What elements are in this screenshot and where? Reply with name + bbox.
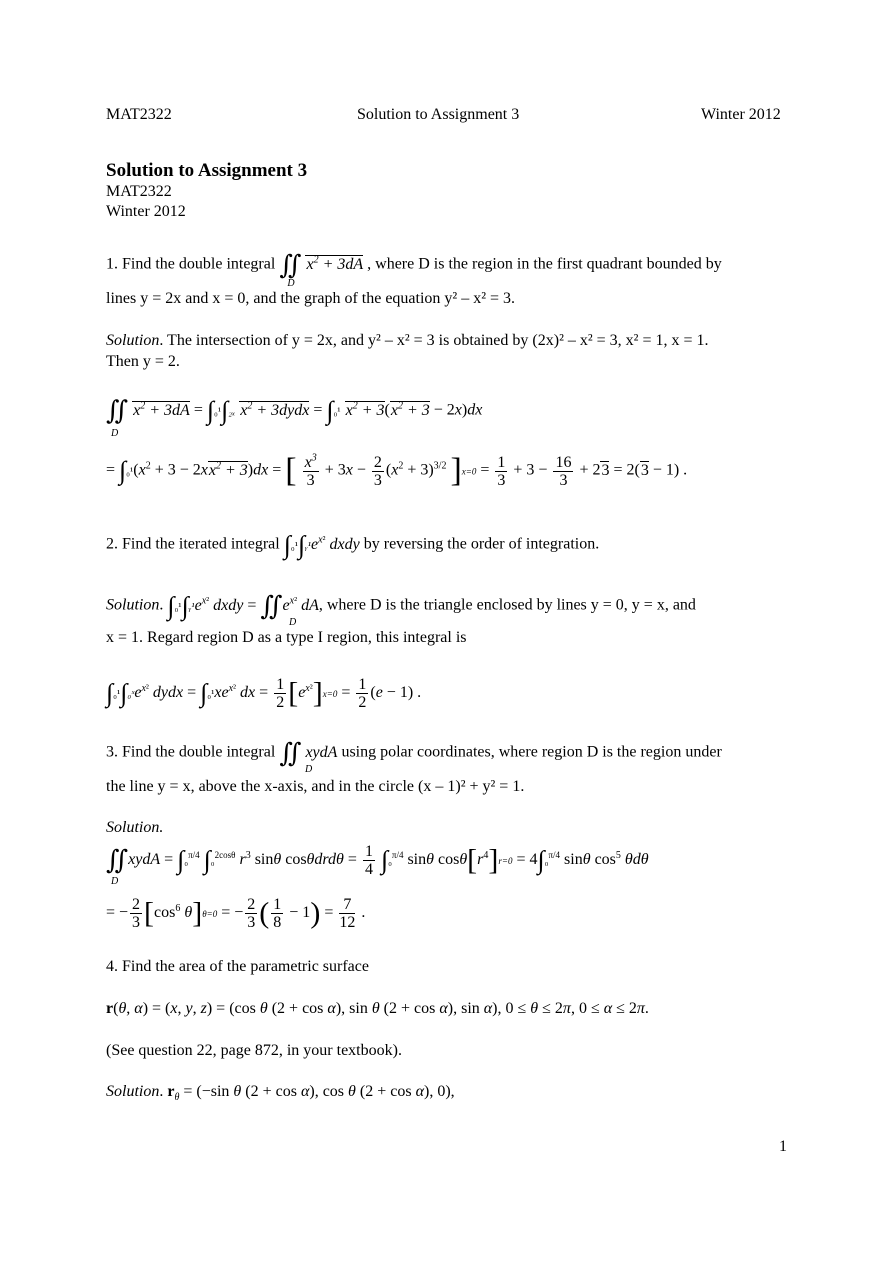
term: Winter 2012 bbox=[106, 203, 186, 220]
page-number: 1 bbox=[779, 1138, 787, 1155]
header-term: Winter 2012 bbox=[701, 106, 781, 123]
q3-statement-line2: the line y = x, above the x-axis, and in the circle (x – 1)² + y² = 1. bbox=[106, 778, 525, 795]
q1-solution-text: . The intersection of y = 2x, and y² – x² = 3 is obtained by (2x)² – x² = 3, x² = 1, x = 1. bbox=[159, 332, 709, 349]
q1-tail: , where D is the region in the first quadrant bounded by bbox=[367, 255, 722, 273]
course-code: MAT2322 bbox=[106, 183, 172, 200]
q3-statement: 3. Find the double integral ∬ xydA using polar coordinates, where region D is the region under bbox=[106, 738, 722, 767]
q4-textbook-note: (See question 22, page 872, in your textbook). bbox=[106, 1042, 402, 1059]
q2-solution-line2: x = 1. Regard region D as a type I region, this integral is bbox=[106, 629, 467, 646]
q1-solution-line2: Then y = 2. bbox=[106, 353, 180, 370]
q4-solution: Solution. $r_\theta = (-\sin$ θ (2 + cos α), cos θ (2 + cos α), 0), bbox=[106, 1083, 455, 1104]
q2-lead: 2. Find the iterated integral bbox=[106, 535, 280, 553]
q3-tail: using polar coordinates, where region D is the region under bbox=[341, 743, 722, 761]
q1-lead: 1. Find the double integral bbox=[106, 255, 276, 273]
q3-region-label: D bbox=[305, 764, 313, 775]
q4-statement: 4. Find the area of the parametric surface bbox=[106, 958, 369, 975]
q1-statement: 1. Find the double integral ∬ D $x^2 + 3dA$ , where D is the region in the first quadrant bounded by bbox=[106, 250, 722, 289]
q3-equation-1: ∬xydA = ∫₀$^{\pi/4}$ ∫₀$^{2cos\theta}$ $r^3$ sinθ cosθdrdθ = $\frac{1}{4}$ ∫₀$^{\pi/4}$ sinθ $\cos\theta[r^4]r=0 = 4\int_0^{\pi/4}$ sinθ $\cos^5 \theta d\theta$ bbox=[106, 843, 649, 878]
q2-region-label: D bbox=[289, 617, 297, 628]
q2-solution-text: , where D is the triangle enclosed by lines y = 0, y = x, and bbox=[318, 596, 696, 614]
q1-statement-line2: lines y = 2x and x = 0, and the graph of the equation y² – x² = 3. bbox=[106, 290, 516, 307]
header-course: MAT2322 bbox=[106, 106, 172, 123]
q3-eq-region-label: D bbox=[111, 876, 119, 887]
header-title: Solution to Assignment 3 bbox=[357, 106, 520, 123]
q1-equation-2: = $\int_0^1(x^2 + 3 - 2xx^2 + 3)dx$ = [ $\frac{x^3}{3}$ + 3x − $\frac{2}{3}$ $(x^2 + 3)^{3/2}$ ]x=0 = $\frac{1}{3}$ + 3 − $\frac{16}{3}$ + 23 = 2(3 − 1) . bbox=[106, 452, 688, 489]
q1-region-label: D bbox=[111, 428, 119, 439]
q2-tail: by reversing the order of integration. bbox=[363, 535, 600, 553]
q3-solution-label: Solution. bbox=[106, 819, 164, 836]
q2-equation: ∫₀¹∫₀ˣe$^{x^2}$ dydx = $\int_0^1xe^{x^2}$ dx = $\frac{1}{2}$ $[e^{x^2}]x=0$ = $\frac{1}{2}$ (e − 1) . bbox=[106, 676, 422, 711]
q1-equation-1: ∬ $x^2 + 3dA = \int_0^1\int_{2x}$ $x^2$ + 3dydx = ∫₀¹ $x^2 + 3(x^2 + 3 - 2x)dx$ bbox=[106, 396, 483, 425]
document-title: Solution to Assignment 3 bbox=[106, 160, 308, 181]
q2-solution: Solution. $\int_0^1\int ᵧ^1e^{x^2}$ dxdy = $∬e^{x^2}$ dA, where D is the triangle enclosed by lines y = 0, y = x, and bbox=[106, 591, 696, 620]
q1-solution bbox=[106, 332, 709, 350]
q4-solution-label: Solution bbox=[106, 1083, 160, 1100]
q2-statement: 2. Find the iterated integral $\int_0^1\int ᵧ^1e^{x^2}$ dxdy by reversing the order of integration. bbox=[106, 530, 600, 559]
q4-parametrization: r(θ, α) = (x, y, z) = (cos θ (2 + cos α), sin θ (2 + cos α), sin α), 0 ≤ θ ≤ 2π, 0 ≤ α ≤ 2π. bbox=[106, 1000, 649, 1017]
q1-solution-label: Solution bbox=[106, 332, 160, 349]
q3-lead: 3. Find the double integral bbox=[106, 743, 276, 761]
q3-equation-2: = − $\frac{2}{3}$ [$\cos^6$ θ]θ=0 = − $\frac{2}{3}$ ( $\frac{1}{8}$ − 1) = $\frac{7}{12}$ . bbox=[106, 896, 366, 931]
